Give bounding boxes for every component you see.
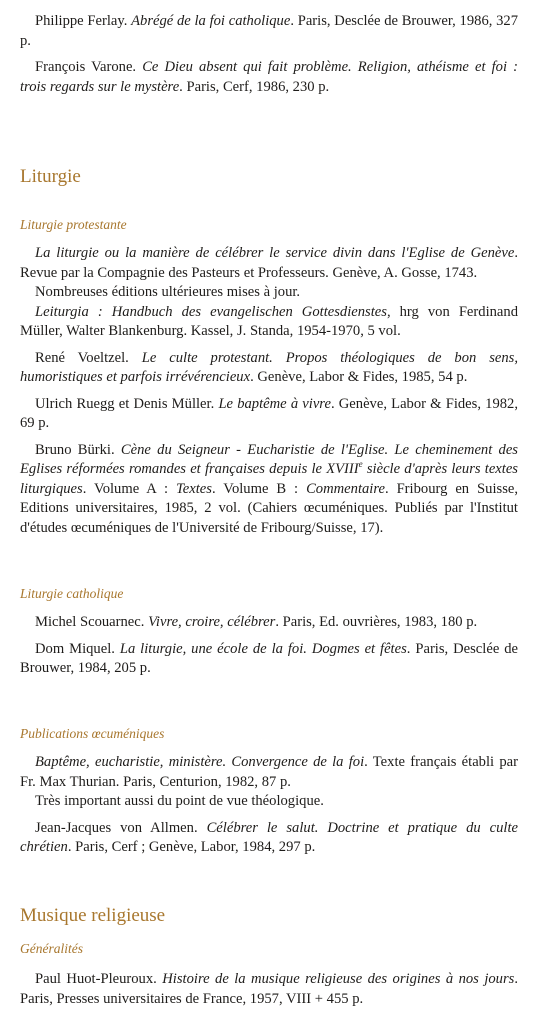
- bib-entry: [20, 819, 518, 858]
- bib-entry: [20, 395, 518, 434]
- entry-details: . Volume B :: [211, 480, 307, 497]
- bib-entry: [20, 303, 518, 342]
- entry-title: Histoire de la musique religieuse des origines à nos jours: [162, 971, 515, 987]
- entry-author: Paul Huot-Pleuroux.: [35, 971, 157, 987]
- entry-title: La liturgie, une école de la foi. Dogmes et fêtes: [119, 640, 407, 657]
- entry-title: Le baptême à vivre: [218, 395, 331, 412]
- bib-entry: [20, 753, 518, 812]
- bib-entry: [20, 244, 518, 303]
- entry-author: Jean-Jacques von Allmen.: [35, 819, 198, 836]
- bib-entry: [20, 970, 518, 1009]
- entry-title: Le culte protestant. Propos théologiques de bon sens, humoristiques et parfois irrévérencieux: [20, 349, 518, 385]
- subsection-title-liturgie-protestante: Liturgie protestante: [20, 217, 127, 232]
- entry-author: Bruno Bürki.: [35, 441, 115, 458]
- entry-title-part: siècle d'après leurs textes liturgiques: [20, 461, 518, 497]
- superscript: e: [358, 459, 363, 470]
- entry-note: Très important aussi du point de vue théologique.: [35, 793, 324, 809]
- entry-title: Leiturgia : Handbuch des evangelischen Gottesdienstes: [35, 303, 387, 320]
- subsection-title-publications-oecumeniques: Publications œcuméniques: [20, 726, 165, 741]
- bib-entry: [20, 58, 518, 97]
- section-title-liturgie: Liturgie: [20, 166, 81, 187]
- entry-title-part: Cène du Seigneur - Eucharistie de l'Eglise. Le cheminement des Eglises réformées romandes et françaises depuis le XVIII: [20, 441, 518, 477]
- entry-title: Abrégé de la foi catholique: [131, 13, 291, 29]
- section-title-musique-religieuse: Musique religieuse: [20, 905, 166, 926]
- entry-details: . Paris, Desclée de Brouwer, 1986, 327 p.: [20, 13, 519, 49]
- top-entries: [20, 12, 518, 104]
- liturgie-protestante-entries: [20, 244, 518, 545]
- entry-details: . Paris, Cerf, 1986, 230 p.: [179, 78, 330, 95]
- bib-entry: [20, 613, 518, 633]
- entry-details: . Paris, Cerf ; Genève, Labor, 1984, 297 p.: [67, 839, 316, 855]
- entry-note: Nombreuses éditions ultérieures mises à jour.: [35, 284, 301, 300]
- entry-title: La liturgie ou la manière de célébrer le service divin dans l'Eglise de Genève: [35, 245, 515, 261]
- entry-details: . Paris, Presses universitaires de France, 1957, VIII + 455 p.: [20, 971, 518, 1007]
- entry-title: Ce Dieu absent qui fait problème. Religion, athéisme et foi : trois regards sur le mystère: [20, 59, 518, 95]
- entry-details: . Paris, Ed. ouvrières, 1983, 180 p.: [275, 614, 478, 630]
- bib-entry: [20, 12, 518, 51]
- subsection-title-generalites: Généralités: [20, 941, 83, 956]
- volume-title: Textes: [176, 480, 212, 497]
- entry-author: Philippe Ferlay.: [35, 13, 128, 29]
- entry-details: . Revue par la Compagnie des Pasteurs et Professeurs. Genève, A. Gosse, 1743.: [20, 245, 518, 281]
- entry-author: Ulrich Ruegg et Denis Müller.: [35, 395, 215, 412]
- entry-details: , hrg von Ferdinand Müller, Walter Blankenburg. Kassel, J. Standa, 1954-1970, 5 vol.: [20, 303, 518, 339]
- bib-entry: [20, 441, 518, 539]
- entry-details: . Volume A :: [82, 480, 176, 497]
- liturgie-catholique-entries: [20, 613, 518, 686]
- entry-details: . Texte français établi par Fr. Max Thurian. Paris, Centurion, 1982, 87 p.: [20, 754, 518, 790]
- entry-author: René Voeltzel.: [35, 349, 129, 366]
- entry-title: Baptême, eucharistie, ministère. Convergence de la foi: [35, 754, 365, 770]
- bib-entry: [20, 640, 518, 679]
- entry-details: . Paris, Desclée de Brouwer, 1984, 205 p.: [20, 640, 518, 676]
- generalites-entries: [20, 970, 518, 1016]
- entry-author: Michel Scouarnec.: [35, 614, 145, 630]
- bib-entry: [20, 349, 518, 388]
- publications-oecumeniques-entries: [20, 753, 518, 865]
- entry-details: . Fribourg en Suisse, Editions universitaires, 1985, 2 vol. (Cahiers œcuméniques. Publiés par l'Institut d'études œcuméniques de l'Université de Fribourg/Suisse, 17).: [20, 480, 518, 536]
- entry-author: François Varone.: [35, 59, 137, 75]
- volume-title: Commentaire: [306, 480, 385, 497]
- subsection-title-liturgie-catholique: Liturgie catholique: [20, 586, 124, 601]
- entry-details: . Genève, Labor & Fides, 1985, 54 p.: [250, 369, 468, 385]
- entry-title: Vivre, croire, célébrer: [148, 614, 276, 630]
- entry-details: . Genève, Labor & Fides, 1982, 69 p.: [20, 395, 518, 431]
- entry-title: Célébrer le salut. Doctrine et pratique du culte chrétien: [20, 819, 518, 855]
- entry-author: Dom Miquel.: [35, 640, 115, 657]
